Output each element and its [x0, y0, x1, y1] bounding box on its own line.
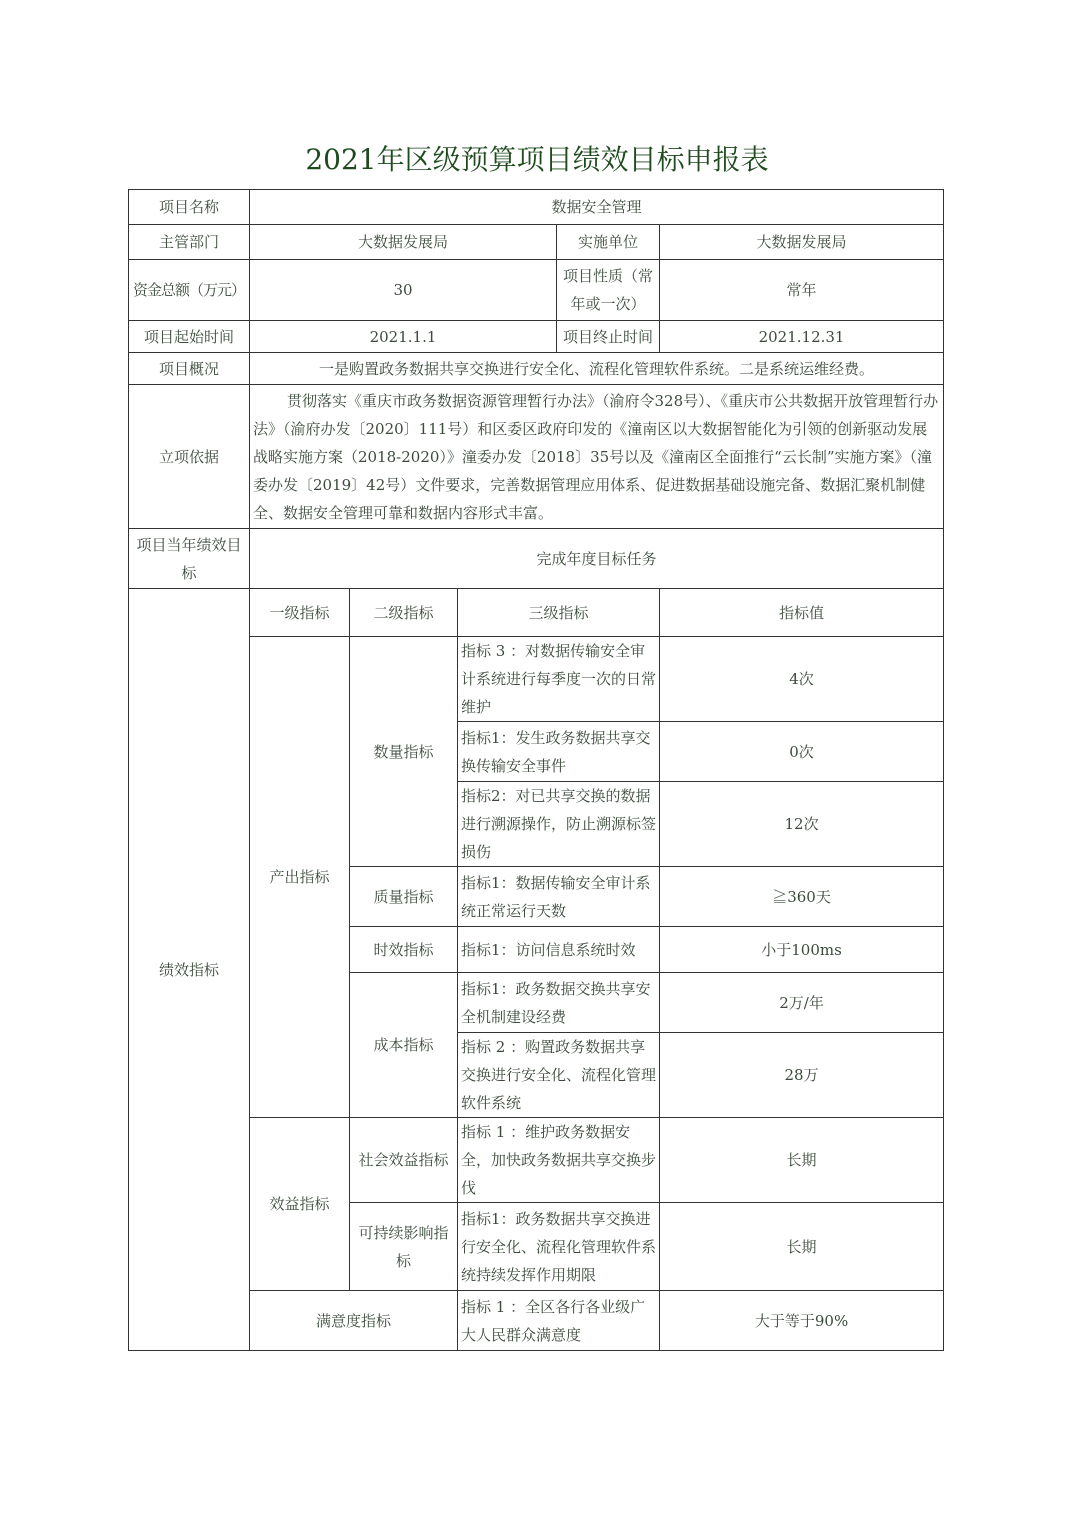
output-indicator-label: 产出指标 [250, 637, 350, 1118]
indicator-text: 指标1：访问信息系统时效 [458, 927, 660, 973]
indicator-value: 2万/年 [660, 973, 944, 1033]
overview-value: 一是购置政务数据共享交换进行安全化、流程化管理软件系统。二是系统运维经费。 [250, 353, 944, 385]
basis-value [250, 385, 944, 529]
indicator-text: 指标 3 ：对数据传输安全审计系统进行每季度一次的日常维护 [458, 637, 660, 722]
indicator-text: 指标 1 ：全区各行各业级广大人民群众满意度 [458, 1291, 660, 1351]
start-label: 项目起始时间 [129, 321, 250, 353]
dept-label: 主管部门 [129, 225, 250, 260]
quantity-indicator-label: 数量指标 [350, 637, 458, 867]
overview-label: 项目概况 [129, 353, 250, 385]
table-row [129, 637, 944, 722]
indicator-value: 长期 [660, 1203, 944, 1291]
impl-value: 大数据发展局 [660, 225, 944, 260]
indicator-value: 12次 [660, 782, 944, 867]
nature-value: 常年 [660, 260, 944, 321]
indicator-value: 28万 [660, 1033, 944, 1118]
goal-label: 项目当年绩效目标 [129, 529, 250, 589]
indicator-text: 指标1：数据传输安全审计系统正常运行天数 [458, 867, 660, 927]
indicator-text: 指标 1 ：维护政务数据安全，加快政务数据共享交换步伐 [458, 1118, 660, 1203]
impl-label: 实施单位 [557, 225, 660, 260]
indicator-value: 长期 [660, 1118, 944, 1203]
header-level1: 一级指标 [250, 589, 350, 637]
dept-value: 大数据发展局 [250, 225, 557, 260]
fund-label: 资金总额（万元） [129, 260, 250, 321]
satisfaction-indicator-label: 满意度指标 [250, 1291, 458, 1351]
table-row [129, 1118, 944, 1203]
indicator-header-row [129, 589, 944, 637]
indicator-value: 大于等于90% [660, 1291, 944, 1351]
timeliness-indicator-label: 时效指标 [350, 927, 458, 973]
indicator-value: 0次 [660, 722, 944, 782]
goal-value: 完成年度目标任务 [250, 529, 944, 589]
row-overview [129, 353, 944, 385]
quality-indicator-label: 质量指标 [350, 867, 458, 927]
basis-label: 立项依据 [129, 385, 250, 529]
cost-indicator-label: 成本指标 [350, 973, 458, 1118]
nature-label: 项目性质（常年或一次） [557, 260, 660, 321]
indicator-value: 小于100ms [660, 927, 944, 973]
sustain-indicator-label: 可持续影响指标 [350, 1203, 458, 1291]
row-dept [129, 225, 944, 260]
indicator-text: 指标 2 ：购置政务数据共享交换进行安全化、流程化管理软件系统 [458, 1033, 660, 1118]
benefit-indicator-label: 效益指标 [250, 1118, 350, 1291]
indicators-section-label: 绩效指标 [129, 589, 250, 1351]
page-title: 2021年区级预算项目绩效目标申报表 [305, 143, 769, 176]
row-time [129, 321, 944, 353]
indicator-text: 指标1：发生政务数据共享交换传输安全事件 [458, 722, 660, 782]
row-project-name [129, 190, 944, 225]
row-fund [129, 260, 944, 321]
end-value: 2021.12.31 [660, 321, 944, 353]
indicator-value: 4次 [660, 637, 944, 722]
performance-form-table [128, 189, 944, 1351]
indicator-value: ≧360天 [660, 867, 944, 927]
row-basis [129, 385, 944, 529]
start-value: 2021.1.1 [250, 321, 557, 353]
fund-value: 30 [250, 260, 557, 321]
basis-text: 贯彻落实《重庆市政务数据资源管理暂行办法》（渝府令328号）、《重庆市公共数据开放管理暂行办法》（渝府办发〔2020〕111号）和区委区政府印发的《潼南区以大数据智能化为引领的创新驱动发展战略实施方案（2018-2020）》潼委办发〔2018〕35号以及《潼南区全面推行“云长制”实施方案》（潼委办发〔2019〕42号）文件要求，完善数据管理应用体系、促进数据基础设施完备、数据汇聚机制健全、数据安全管理可靠和数据内容形式丰富。 [253, 391, 939, 522]
social-indicator-label: 社会效益指标 [350, 1118, 458, 1203]
end-label: 项目终止时间 [557, 321, 660, 353]
indicator-text: 指标1：政务数据交换共享安全机制建设经费 [458, 973, 660, 1033]
header-level2: 二级指标 [350, 589, 458, 637]
indicator-text: 指标2：对已共享交换的数据进行溯源操作，防止溯源标签损伤 [458, 782, 660, 867]
header-value: 指标值 [660, 589, 944, 637]
table-row [129, 1291, 944, 1351]
header-level3: 三级指标 [458, 589, 660, 637]
row-goal [129, 529, 944, 589]
project-name-label: 项目名称 [129, 190, 250, 225]
project-name-value: 数据安全管理 [250, 190, 944, 225]
indicator-text: 指标1：政务数据共享交换进行安全化、流程化管理软件系统持续发挥作用期限 [458, 1203, 660, 1291]
